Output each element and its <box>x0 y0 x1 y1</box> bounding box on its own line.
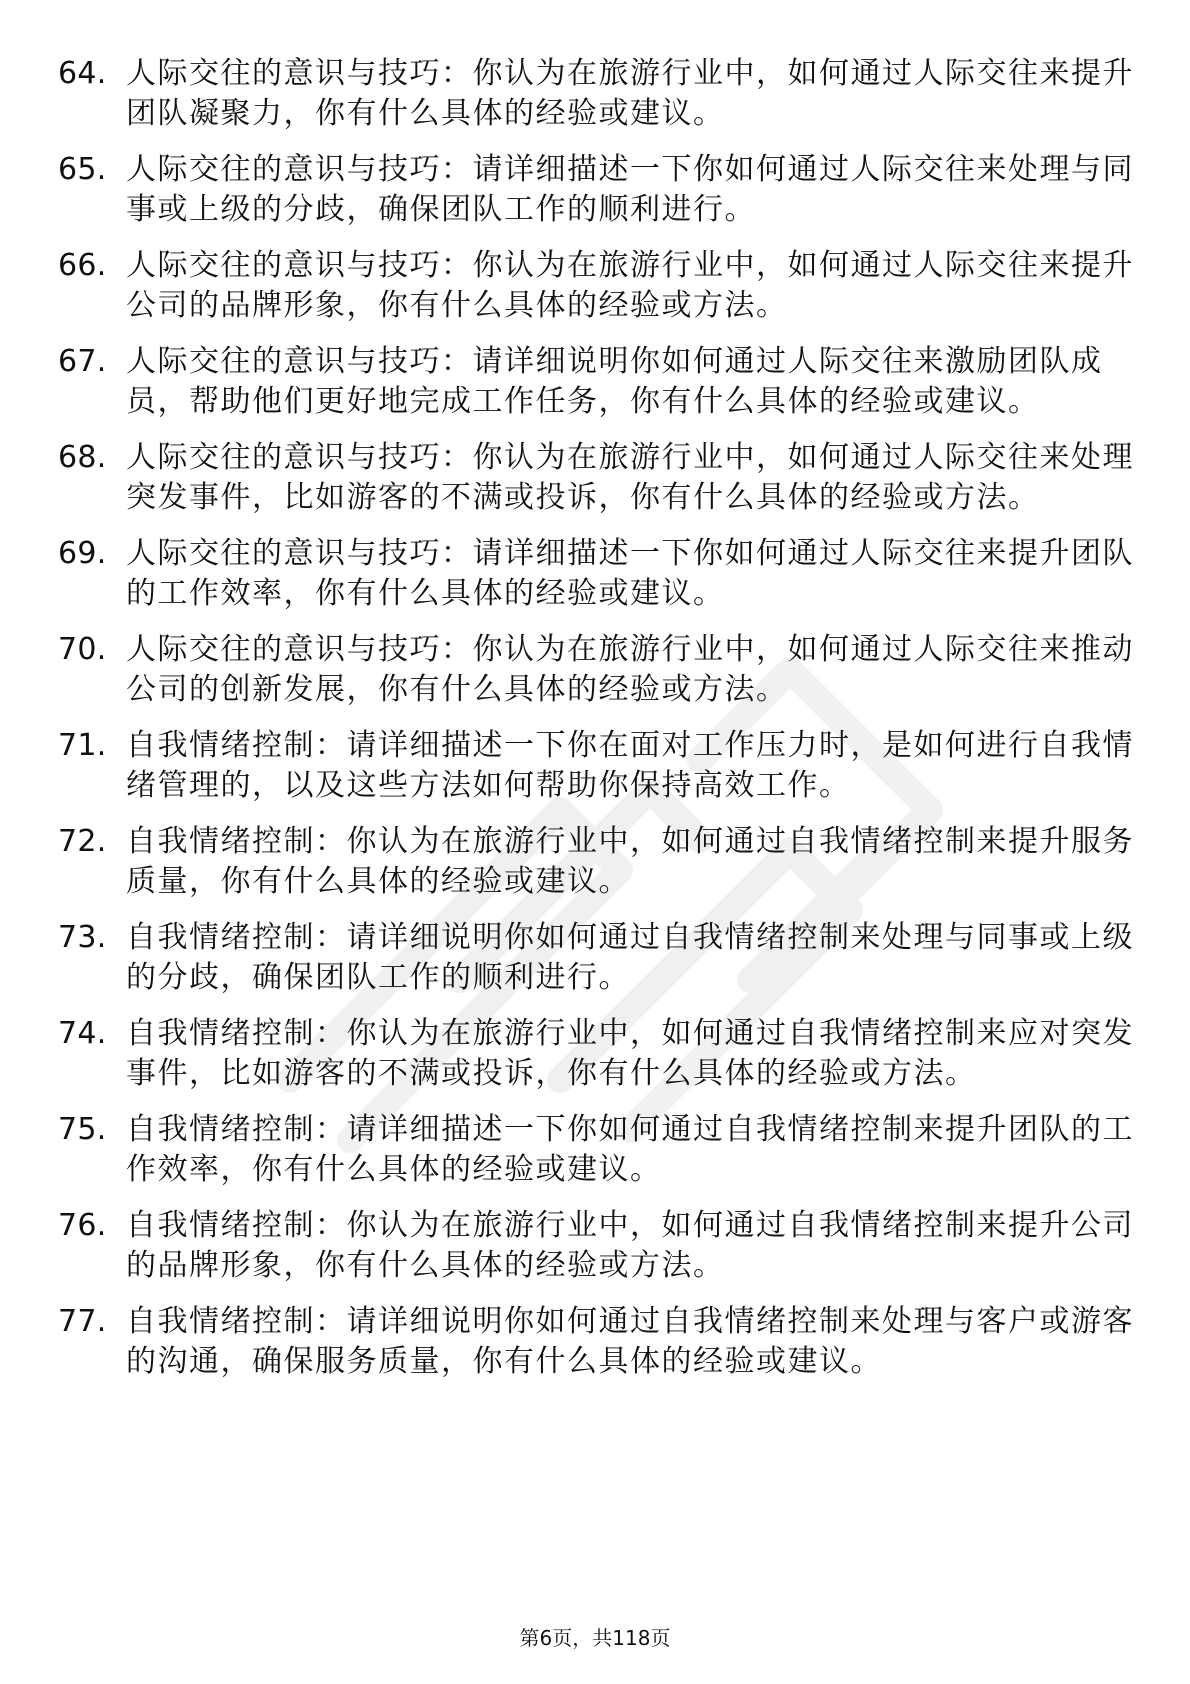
item-number: 67. <box>58 344 107 379</box>
item-text: 人际交往的意识与技巧：你认为在旅游行业中，如何通过人际交往来提升团队凝聚力，你有什么具体的经验或建议。 <box>126 56 1134 131</box>
item-number: 74. <box>58 1016 107 1051</box>
item-number: 75. <box>58 1112 107 1147</box>
item-text: 自我情绪控制：请详细说明你如何通过自我情绪控制来处理与同事或上级的分歧，确保团队工作的顺利进行。 <box>126 920 1134 995</box>
list-item <box>58 54 1138 134</box>
item-text: 人际交往的意识与技巧：请详细描述一下你如何通过人际交往来处理与同事或上级的分歧，确保团队工作的顺利进行。 <box>126 152 1134 227</box>
item-number: 70. <box>58 632 107 667</box>
list-item <box>58 342 1138 422</box>
item-text: 人际交往的意识与技巧：请详细说明你如何通过人际交往来激励团队成员，帮助他们更好地完成工作任务，你有什么具体的经验或建议。 <box>126 344 1103 419</box>
item-number: 66. <box>58 248 107 283</box>
list-item <box>58 1206 1138 1286</box>
item-text: 人际交往的意识与技巧：你认为在旅游行业中，如何通过人际交往来处理突发事件，比如游客的不满或投诉，你有什么具体的经验或方法。 <box>126 440 1134 515</box>
list-item <box>58 1014 1138 1094</box>
page-footer: 第6页，共118页 <box>519 1626 671 1650</box>
item-text: 自我情绪控制：你认为在旅游行业中，如何通过自我情绪控制来提升公司的品牌形象，你有什么具体的经验或方法。 <box>126 1208 1134 1283</box>
list-item <box>58 726 1138 806</box>
item-text: 自我情绪控制：你认为在旅游行业中，如何通过自我情绪控制来提升服务质量，你有什么具体的经验或建议。 <box>126 824 1134 899</box>
list-item <box>58 1302 1138 1382</box>
item-text: 自我情绪控制：请详细描述一下你如何通过自我情绪控制来提升团队的工作效率，你有什么具体的经验或建议。 <box>126 1112 1134 1187</box>
list-item <box>58 918 1138 998</box>
item-number: 64. <box>58 56 107 91</box>
list-item <box>58 1110 1138 1190</box>
item-number: 69. <box>58 536 107 571</box>
item-number: 77. <box>58 1304 107 1339</box>
list-item <box>58 246 1138 326</box>
list-item <box>58 630 1138 710</box>
list-item <box>58 438 1138 518</box>
item-number: 65. <box>58 152 107 187</box>
item-text: 自我情绪控制：你认为在旅游行业中，如何通过自我情绪控制来应对突发事件，比如游客的不满或投诉，你有什么具体的经验或方法。 <box>126 1016 1134 1091</box>
item-number: 76. <box>58 1208 107 1243</box>
item-number: 71. <box>58 728 107 763</box>
list-item <box>58 534 1138 614</box>
list-item <box>58 150 1138 230</box>
item-number: 68. <box>58 440 107 475</box>
item-text: 自我情绪控制：请详细说明你如何通过自我情绪控制来处理与客户或游客的沟通，确保服务质量，你有什么具体的经验或建议。 <box>126 1304 1134 1379</box>
item-text: 人际交往的意识与技巧：你认为在旅游行业中，如何通过人际交往来推动公司的创新发展，你有什么具体的经验或方法。 <box>126 632 1134 707</box>
list-item <box>58 822 1138 902</box>
item-text: 自我情绪控制：请详细描述一下你在面对工作压力时，是如何进行自我情绪管理的，以及这些方法如何帮助你保持高效工作。 <box>126 728 1134 803</box>
item-text: 人际交往的意识与技巧：请详细描述一下你如何通过人际交往来提升团队的工作效率，你有什么具体的经验或建议。 <box>126 536 1134 611</box>
item-text: 人际交往的意识与技巧：你认为在旅游行业中，如何通过人际交往来提升公司的品牌形象，你有什么具体的经验或方法。 <box>126 248 1134 323</box>
question-list <box>58 54 1138 1398</box>
item-number: 73. <box>58 920 107 955</box>
item-number: 72. <box>58 824 107 859</box>
